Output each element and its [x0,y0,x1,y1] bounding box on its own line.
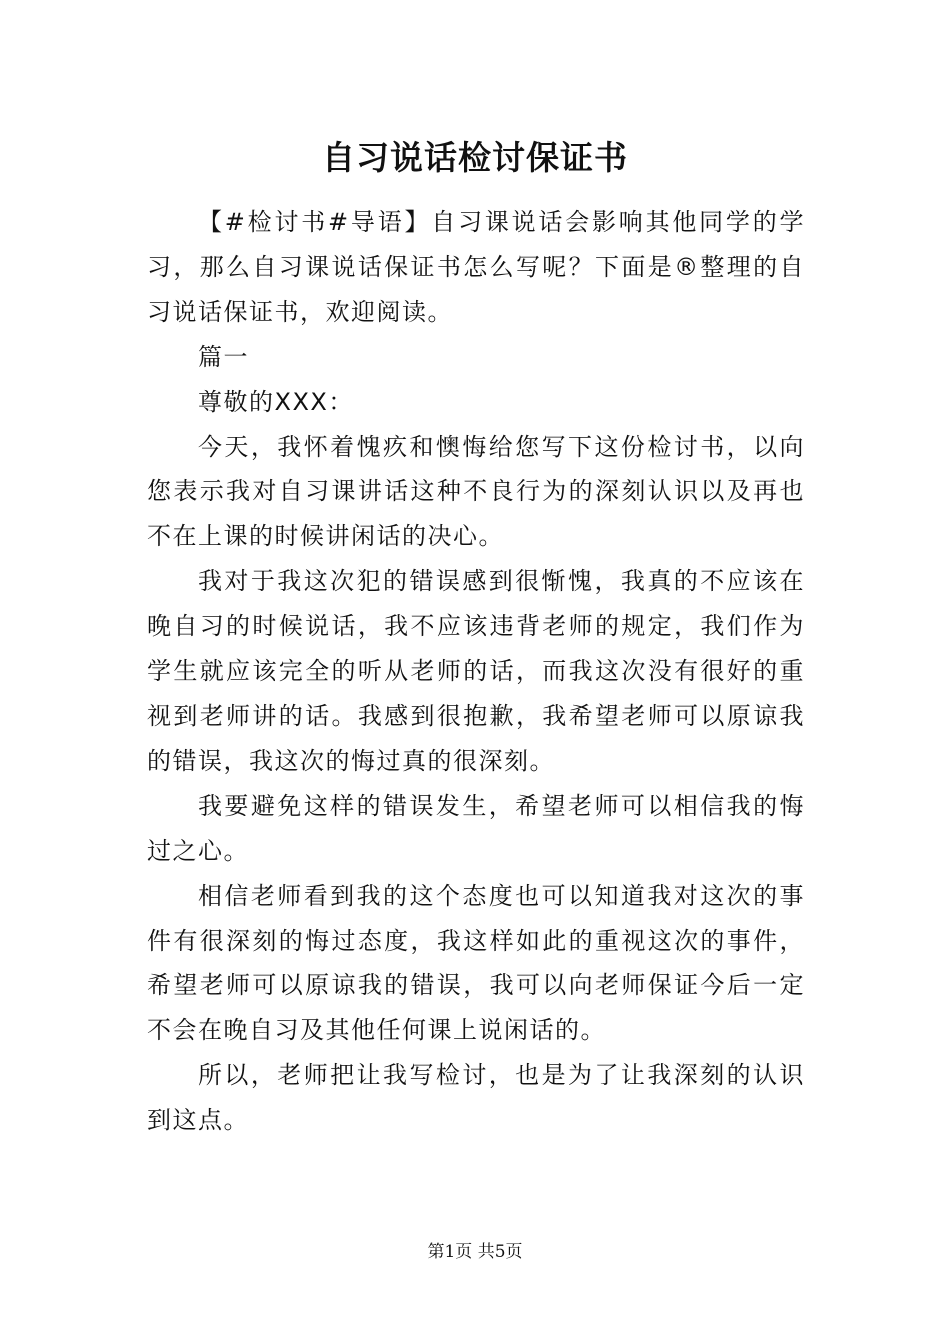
salutation: 尊敬的XXX： [198,387,354,416]
page-number-footer: 第1页 共5页 [427,1242,523,1262]
body-paragraph: 我对于我这次犯的错误感到很惭愧，我真的不应该在晚自习的时候说话，我不应该违背老师的规定，我们作为学生就应该完全的听从老师的话，而我这次没有很好的重视到老师讲的话。我感到很抱歉，我希望老师可以原谅我的错误，我这次的悔过真的很深刻。 [147,567,805,775]
body-paragraph: 今天，我怀着愧疚和懊悔给您写下这份检讨书，以向您表示我对自习课讲话这种不良行为的深刻认识以及再也不在上课的时候讲闲话的决心。 [147,432,805,551]
body-paragraph: 相信老师看到我的这个态度也可以知道我对这次的事件有很深刻的悔过态度，我这样如此的重视这次的事件，希望老师可以原谅我的错误，我可以向老师保证今后一定不会在晚自习及其他任何课上说闲话的。 [147,881,805,1045]
section-heading: 篇一 [198,342,249,371]
body-paragraph: 我要避免这样的错误发生，希望老师可以相信我的悔过之心。 [147,791,805,865]
body-paragraph: 所以，老师把让我写检讨，也是为了让我深刻的认识到这点。 [147,1061,805,1135]
intro-paragraph: 【#检讨书#导语】自习课说话会影响其他同学的学习，那么自习课说话保证书怎么写呢？下面是®整理的自习说话保证书，欢迎阅读。 [147,208,805,326]
document-body [147,200,805,1143]
document-title: 自习说话检讨保证书 [322,138,628,177]
